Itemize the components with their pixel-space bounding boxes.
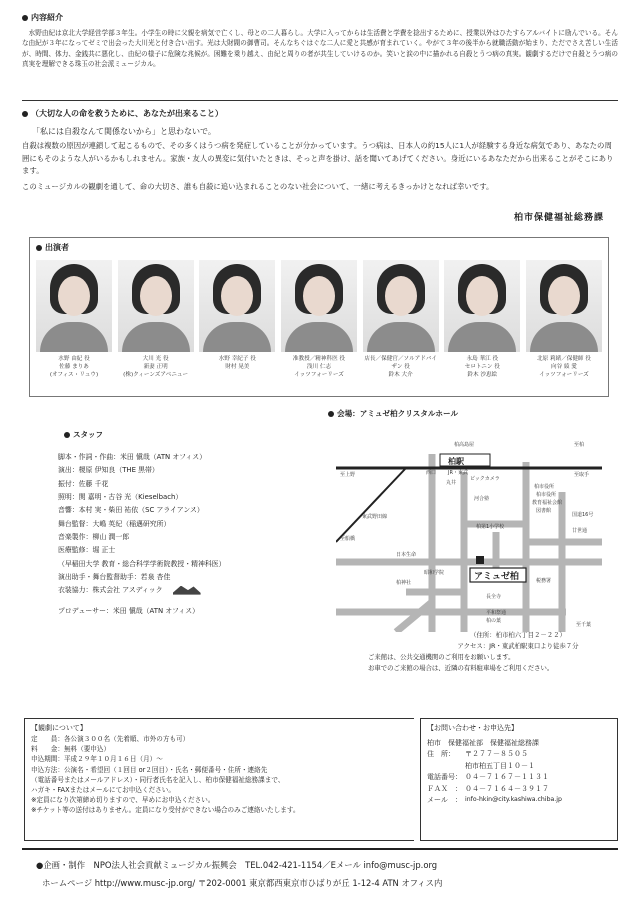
cast-row: [36, 260, 602, 379]
contact-tel-value: ０４－７１６７－１１３１: [465, 773, 549, 782]
ticket-line: ハガキ・FAXまたはメールにてお申込ください。: [31, 785, 175, 794]
map-label: 柏第1小学校: [476, 524, 505, 530]
cast-name: 向谷 綾 愛: [550, 364, 577, 371]
venue-heading: [328, 408, 618, 419]
staff-line: 音響：本村 実・柴田 祐依（SC アライアンス）: [58, 506, 204, 515]
staff-line: 演出：榎原 伊知良（THE 黒帯）: [58, 466, 159, 475]
contact-section: [420, 718, 618, 841]
cast-photo: [281, 260, 357, 352]
contact-tel: [427, 772, 611, 784]
map-label: 昭和学院: [424, 570, 445, 576]
venue-heading-text: 会場：アミュゼ柏クリスタルホール: [337, 409, 459, 418]
cast-caption: [363, 355, 439, 379]
map-label: 国道16号: [572, 512, 594, 518]
staff-list: [58, 451, 318, 584]
intro-heading: [22, 12, 618, 24]
map-label: 教育福祉会館: [532, 500, 563, 506]
cast-caption: [50, 355, 98, 379]
hall-marker: [476, 556, 484, 564]
ticket-line: ※定員になり次第締め切りますので、早めにお申込ください。: [31, 796, 215, 805]
staff-line: 照明：関 嘉明・古谷 光（Kieselbach）: [58, 492, 183, 501]
footer: [22, 848, 618, 904]
cast-member: [36, 260, 112, 379]
message-paragraph-2: このミュージカルの観劇を通して、命の大切さ、誰も自殺に追い込まれることのない社会について、一緒に考えるきっかけとなれば幸いです。: [22, 181, 494, 191]
map-label: 至船橋: [340, 536, 356, 542]
contact-fax-label: ＦＡＸ ：: [427, 784, 462, 793]
cast-role: 水野 由紀 役: [58, 356, 90, 362]
contact-mail: [427, 795, 611, 807]
cast-member: [118, 260, 194, 379]
intro-heading-text: 内容紹介: [31, 13, 63, 22]
map-label: 東武野田線: [362, 514, 388, 520]
cast-photo: [526, 260, 602, 352]
cast-member: [199, 260, 275, 379]
message-heading-text: （大切な人の命を救うために、あなたが出来ること）: [31, 109, 223, 118]
staff-producer: プロデューサー：米田 愼哉（ATN オフィス）: [58, 607, 199, 616]
contact-mail-label: メール ：: [427, 796, 462, 805]
cast-name: 財村 晃美: [225, 364, 250, 371]
intro-section: [22, 12, 618, 70]
cast-photo: [444, 260, 520, 352]
staff-line: 医療監修：堀 正士: [58, 546, 116, 555]
map-label: ビックカメラ: [470, 476, 500, 482]
cast-name: 新妻 正明: [143, 364, 168, 371]
bullet-icon: [328, 411, 334, 417]
ticket-line: 申込方法：公演名・希望回（１回目 or２回目）・氏名・郵便番号・住所・連絡先: [31, 765, 268, 774]
cast-agency: (株)クィーンズアベニュー: [123, 372, 189, 379]
map-label: 柏神社: [396, 580, 412, 586]
map-label: 柏高島屋: [454, 442, 475, 448]
message-lead: 「私には自殺なんて関係ないから」と思わないで。: [32, 126, 216, 136]
cast-role: 北原 莉緒／保健師 役: [536, 356, 591, 362]
map-label: 柏市役所: [536, 492, 557, 498]
cast-heading-text: 出演者: [45, 243, 69, 252]
staff-costume-text: 衣装協力：株式会社 アスディック: [58, 586, 163, 595]
staff-heading: [64, 430, 318, 441]
tickets-section: [24, 718, 414, 841]
message-heading: [22, 108, 618, 120]
cast-caption: [465, 355, 500, 379]
contact-address-line2: 柏市柏五丁目１０－１: [465, 761, 535, 770]
map-railway-tobu: [336, 468, 406, 542]
message-section: [22, 108, 618, 223]
divider: [22, 100, 618, 101]
contact-address-label: 住 所：: [427, 750, 455, 759]
cast-role: 永島 華江 役: [466, 356, 499, 362]
staff-line: （早稲田大学 教育・総合科学学術院教授・精神科医）: [58, 559, 226, 568]
cast-agency: イッツフォーリーズ: [294, 372, 344, 379]
map-label: 廿世通: [572, 528, 588, 534]
map-label: 丸井: [446, 480, 457, 486]
cast-caption: [219, 355, 256, 371]
map-label: 至上野: [340, 472, 356, 478]
costume-sponsor-logo: [173, 586, 201, 595]
cast-photo: [363, 260, 439, 352]
ticket-line: 料 金：無料（要申込）: [31, 745, 111, 754]
contact-heading: 【お問い合わせ・お申込先】: [427, 724, 518, 732]
staff-line: 演出助手・舞台監督助手：若泉 杏佳: [58, 572, 171, 581]
venue-access: アクセス：JR・東武柏駅東口より徒歩７分: [457, 641, 579, 650]
cast-role: 店長／保健官／ソルアドバイザン 役: [364, 356, 437, 371]
map-roads: [336, 454, 602, 632]
map-label: 至取手: [574, 472, 590, 478]
footer-homepage-line: ホームページ http://www.musc-jp.org/ 〒202-0001 東京都西東京市ひばりが丘 1-12-4 ATN オフィス内: [42, 877, 443, 888]
bullet-icon: [64, 432, 70, 438]
ticket-line: 定 員：各公演３００名（先着順、市外の方も可）: [31, 734, 190, 743]
venue-info: [328, 630, 618, 674]
message-paragraph-1: 自殺は複数の原因が連鎖して起こるもので、その多くはうつ病を発症していることが分かっています。うつ病は、日本人の約15人に1人が経験する身近な病気であり、あなたの周囲にもそのような人がいるかもしれません。家族・友人の異変に気付いたときは、そっと声を掛け、話を聞いてあげてください。身近にいるあなただから出来ることがそこにあります。: [22, 141, 614, 176]
cast-caption: [537, 355, 591, 379]
cast-name: 浅川 仁志: [306, 364, 332, 371]
map-label: 柏市役所: [534, 484, 555, 490]
map-label: 柏の葉: [486, 618, 502, 624]
contact-address: [427, 749, 611, 761]
map-label: 長全寺: [486, 594, 502, 600]
bullet-icon: [22, 15, 28, 21]
staff-costume: [58, 584, 318, 597]
map-label: 税務署: [536, 578, 552, 584]
staff-section: [58, 430, 318, 619]
staff-line: 音楽製作：柳山 潤一郎: [58, 532, 130, 541]
staff-line: 脚本・作詞・作曲：米田 愼哉（ATN オフィス）: [58, 452, 207, 461]
cast-role: 大川 光 役: [142, 356, 169, 362]
map-label: 日本生命: [396, 552, 417, 558]
contact-fax-value: ０４－７１６４－３９１７: [465, 784, 549, 793]
tickets-list: [31, 734, 408, 816]
bullet-icon: [36, 245, 42, 251]
map-label: JR・東武: [448, 470, 468, 476]
cast-role: 水野 幸紀子 役: [218, 356, 256, 362]
cast-caption: [293, 355, 345, 379]
venue-note-2: お車でのご来館の場合は、近隣の有料駐車場をご利用ください。: [368, 663, 554, 672]
venue-address: （住所：柏市柏六丁目２－２２）: [470, 631, 566, 639]
map-label: 至千葉: [576, 622, 592, 628]
cast-agency: 鈴木 沙恵絵: [467, 372, 498, 379]
cast-section: [29, 237, 609, 397]
venue-section: [328, 408, 618, 672]
tickets-heading: 【観劇について】: [31, 724, 87, 732]
cast-role: 准教授／精神科医 役: [292, 356, 346, 362]
staff-line: 振付：佐藤 千花: [58, 479, 109, 488]
cast-photo: [199, 260, 275, 352]
map-label: 西口: [426, 470, 437, 476]
footer-producer-line: ●企画・制作 NPO法人社会貢献ミュージカル振興会 TEL.042-421-1154／Eメール info@musc-jp.org: [36, 860, 438, 870]
contact-mail-link[interactable]: info-hkin@city.kashiwa.chiba.jp: [465, 796, 562, 804]
cast-agency: (オフィス・リュウ): [49, 372, 99, 379]
cast-member: [526, 260, 602, 379]
cast-agency: イッツフォーリーズ: [539, 372, 589, 379]
message-signature: 柏市保健福祉総務課: [513, 213, 604, 223]
cast-name: 鈴木 大介: [388, 372, 413, 379]
map-hall-label: アミュゼ柏: [474, 572, 519, 582]
venue-note-1: ご来館は、公共交通機関のご利用をお願いします。: [368, 652, 515, 661]
contact-tel-label: 電話番号：: [427, 773, 462, 782]
contact-address-line1: 〒２７７－８５０５: [465, 750, 528, 759]
cast-name: セロトニン 役: [464, 364, 500, 371]
staff-heading-text: スタッフ: [73, 430, 103, 439]
venue-map: [336, 432, 602, 632]
ticket-line: ※チケット等の送付はありません。定員になり受付ができない場合のみご連絡いたします。: [31, 806, 300, 815]
ticket-line: 申込期間：平成２９年１０月１６日（月）～: [31, 755, 163, 764]
cast-heading: [36, 242, 69, 254]
cast-member: [363, 260, 439, 379]
intro-body: 水野由紀は京北大学経営学部３年生。小学生の時に父親を病気で亡くし、母との二人暮らし。大学に入ってからは生活費と学費を捻出するために、授業以外はひたすらアルバイトに励んでいる。そんな由紀が３年になってゼミで出会った大川光と付き合い出す。光は大財閥の御曹司。そんなちぐはぐな二人に愛と共感が育まれていく。やがて３年の後半から就職活動が始まり、ただでさえ苦しい生活が、時間、体力、金銭共に悪化し、由紀の様子に危険な兆候が。困難を乗り越え、由紀と周りの者が共生していけるのか。笑いと涙の中に描かれる自殺とうつ病の真実。観劇するだけで自殺とうつ病の真実を理解できる珠玉の社会派ミュージカル。: [22, 28, 618, 69]
cast-member: [281, 260, 357, 379]
map-label: 図書館: [536, 508, 552, 514]
cast-caption: [123, 355, 188, 379]
map-label: 平和祭通: [486, 610, 507, 616]
staff-line: 舞台監督：大嶋 英紀（稲邁研究所）: [58, 519, 171, 528]
contact-fax: [427, 784, 611, 796]
map-label: 至柏: [574, 442, 585, 448]
contact-org: 柏市 保健福祉部 保健福祉総務課: [427, 738, 539, 747]
bullet-icon: [22, 111, 28, 117]
cast-member: [444, 260, 520, 379]
cast-photo: [36, 260, 112, 352]
cast-photo: [118, 260, 194, 352]
ticket-line: （電話番号またはメールアドレス）・同行者氏名を記入し、柏市保健福祉総務課まで、: [31, 775, 285, 784]
cast-name: 佐藤 まりあ: [59, 364, 89, 371]
map-station-label: 柏駅: [448, 457, 464, 466]
map-label: 河合塾: [474, 496, 490, 502]
